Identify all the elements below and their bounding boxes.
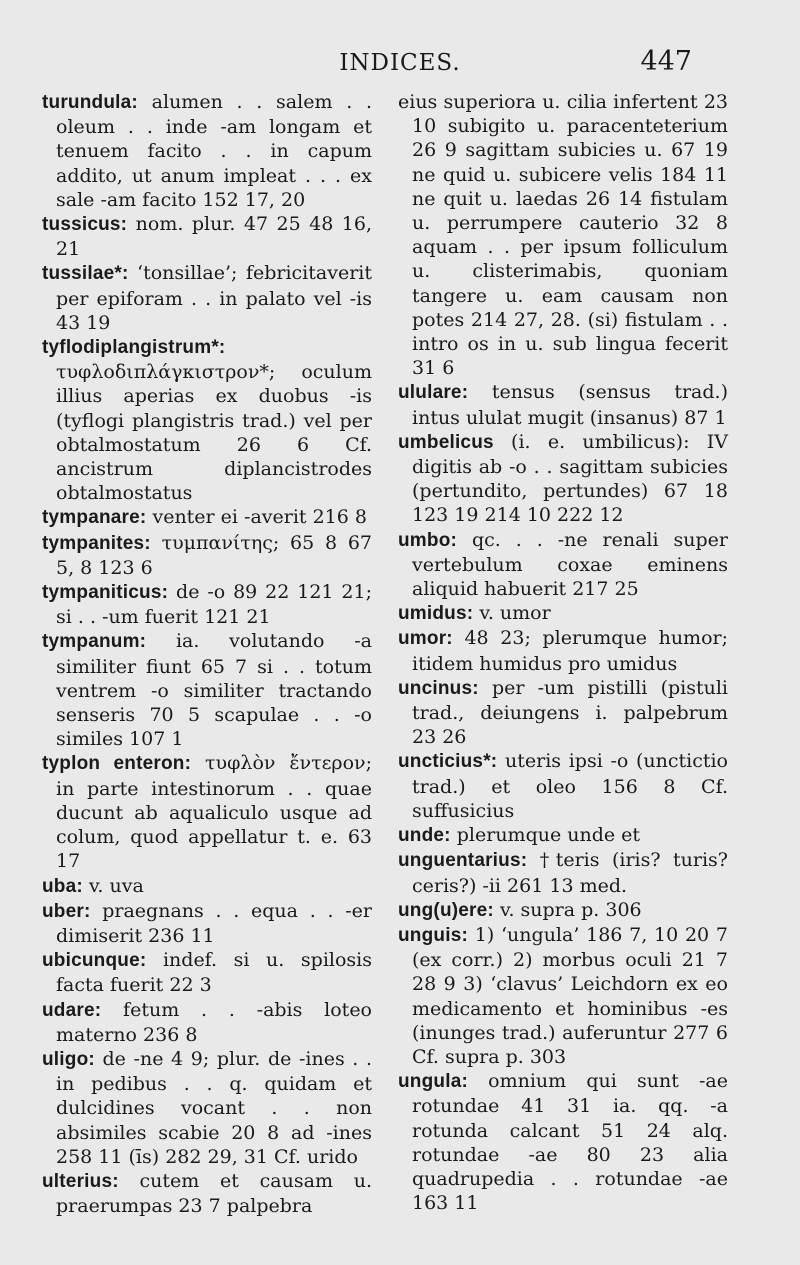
index-entry bbox=[398, 380, 728, 429]
entry-headword: umor: bbox=[398, 628, 453, 650]
entry-text: v. umor bbox=[473, 602, 551, 625]
entry-headword: tympanare: bbox=[42, 507, 147, 529]
index-entry bbox=[42, 948, 372, 997]
index-entry bbox=[42, 751, 372, 873]
entry-headword: unguentarius: bbox=[398, 850, 528, 872]
index-entry bbox=[42, 90, 372, 212]
entry-headword: unde: bbox=[398, 825, 451, 847]
index-entry bbox=[42, 580, 372, 629]
index-entry bbox=[398, 898, 728, 923]
entry-text: τυφλοδιπλάγκιστρον*; oculum illius aperias ex duobus -is (tyflogi plangistris trad.) vel per obtalmostatum 26 6 Cf. ancistrum diplancistrodes obtalmostatus bbox=[56, 361, 372, 505]
entry-headword: ulterius: bbox=[42, 1170, 119, 1192]
entry-text: ia. volutando -a similiter fiunt 65 7 si . . totum ventrem -o similiter tractando senseris 70 5 scapulae . . -o similes 107 1 bbox=[56, 630, 372, 751]
index-entry bbox=[42, 531, 372, 580]
entry-text: qc. . . -ne renali super vertebulum coxae eminens aliquid habuerit 217 25 bbox=[412, 528, 728, 601]
entry-headword: tyflodiplangistrum*: bbox=[42, 337, 226, 359]
entry-text: 1) ‘ungula’ 186 7, 10 20 7 (ex corr.) 2) morbus oculi 21 7 28 9 3) ‘clavus’ Leichdorn ex eo medicamento et hominibus -es (inunges trad.) auferuntur 277 6 Cf. supra p. 303 bbox=[412, 923, 728, 1068]
index-entry bbox=[398, 528, 728, 602]
entry-text: 48 23; plerumque humor; itidem humidus pro umidus bbox=[412, 627, 728, 675]
page-number: 447 bbox=[640, 46, 692, 77]
entry-headword: ululare: bbox=[398, 382, 469, 404]
entry-headword: uncinus: bbox=[398, 677, 479, 699]
entry-text: nom. plur. 47 25 48 16, 21 bbox=[56, 213, 372, 261]
index-entry bbox=[398, 749, 728, 823]
entry-text: venter ei -averit 216 8 bbox=[146, 506, 367, 529]
index-entry bbox=[398, 626, 728, 675]
entry-headword: umbelicus bbox=[398, 431, 494, 453]
entry-text: ‘tonsillae’; febricitaverit per epiforam . . in palato vel -is 43 19 bbox=[56, 262, 372, 334]
entry-headword: uba: bbox=[42, 875, 83, 897]
entry-text: eius superiora u. cilia infertent 23 10 subigito u. paracenteterium 26 9 sagittam subicies u. 67 19 ne quid u. subicere velis 184 11 ne quit u. laedas 26 14 fistulam u. perrumpere cauterio 32 8 aquam . . per ipsum folliculum u. clisterimabis, quoniam tangere u. eam causam non potes 214 27, 28. (si) fistulam . . intro os in u. sub lingua fecerit 31 6 bbox=[398, 91, 728, 380]
index-entry bbox=[42, 874, 372, 899]
entry-headword: ubicunque: bbox=[42, 950, 147, 972]
entry-text: de -o 89 22 121 21; si . . -um fuerit 121 21 bbox=[56, 581, 372, 629]
entry-text: (i. e. umbilicus): IV digitis ab -o . . sagittam subicies (pertundito, pertundes) 67 18 123 19 214 10 222 12 bbox=[412, 430, 728, 527]
index-entry bbox=[42, 899, 372, 948]
entry-text: praegnans . . equa . . -er dimiserit 236 11 bbox=[56, 899, 372, 947]
index-entry bbox=[398, 848, 728, 897]
entry-headword: tussicus: bbox=[42, 214, 128, 236]
index-entry bbox=[398, 90, 728, 380]
entry-headword: umidus: bbox=[398, 603, 474, 625]
entry-headword: uber: bbox=[42, 900, 91, 922]
entry-text: uteris ipsi -o (unctictio trad.) et oleo 156 8 Cf. suffusicius bbox=[412, 750, 728, 822]
running-title: INDICES. bbox=[339, 50, 461, 76]
entry-headword: ungula: bbox=[398, 1071, 468, 1093]
index-entry bbox=[42, 212, 372, 261]
entry-headword: turundula: bbox=[42, 92, 138, 113]
index-entry bbox=[42, 335, 372, 505]
right-column bbox=[398, 90, 728, 1215]
entry-text: cutem et causam u. praerumpas 23 7 palpebra bbox=[56, 1169, 372, 1218]
entry-text: de -ne 4 9; plur. de -ines . . in pedibus . . q. quidam et dulcidines vocant . . non absimiles scabie 20 8 ad -ines 258 11 (īs) 282 29, 31 Cf. urido bbox=[56, 1047, 372, 1168]
entry-headword: uncticius*: bbox=[398, 751, 498, 773]
entry-text: per -um pistilli (pistuli trad., deiungens i. palpebrum 23 26 bbox=[412, 676, 728, 749]
entry-text: v. uva bbox=[82, 874, 144, 897]
entry-text: †teris (iris? turis? ceris?) -ii 261 13 med. bbox=[412, 849, 728, 897]
page-header bbox=[0, 46, 800, 86]
index-entry bbox=[42, 1047, 372, 1169]
entry-text: indef. si u. spilosis facta fuerit 22 3 bbox=[56, 949, 372, 997]
entry-headword: typlon enteron: bbox=[42, 753, 192, 775]
index-entry bbox=[398, 1069, 728, 1215]
index-entry bbox=[398, 430, 728, 528]
index-entry bbox=[42, 505, 372, 530]
left-column bbox=[42, 90, 372, 1218]
entry-headword: unguis: bbox=[398, 924, 468, 946]
index-entry bbox=[42, 998, 372, 1047]
entry-text: τυμπανίτης; 65 8 67 5, 8 123 6 bbox=[56, 531, 372, 579]
entry-headword: tussilae*: bbox=[42, 263, 129, 285]
entry-headword: tympanites: bbox=[42, 532, 151, 554]
entry-text: plerumque unde et bbox=[450, 824, 641, 847]
entry-text: alumen . . salem . . oleum . . inde -am longam et tenuem facito . . in capum addito, ut anum impleat . . . ex sale -am facito 152 17, 20 bbox=[56, 91, 372, 211]
index-entry bbox=[42, 629, 372, 751]
entry-text: tensus (sensus trad.) intus ululat mugit (insanus) 87 1 bbox=[412, 381, 728, 429]
entry-text: fetum . . -abis loteo materno 236 8 bbox=[56, 998, 372, 1046]
entry-headword: uligo: bbox=[42, 1048, 95, 1070]
entry-headword: tympaniticus: bbox=[42, 582, 169, 604]
entry-headword: udare: bbox=[42, 999, 102, 1021]
index-entry bbox=[398, 823, 728, 848]
index-entry bbox=[398, 676, 728, 750]
index-entry bbox=[42, 261, 372, 335]
entry-headword: umbo: bbox=[398, 529, 458, 551]
entry-text: omnium qui sunt -ae rotundae 41 31 ia. qq. -a rotunda calcant 51 24 alq. rotundae -ae 80 23 alia quadrupedia . . rotundae -ae 163 11 bbox=[412, 1070, 728, 1215]
entry-headword: tympanum: bbox=[42, 631, 147, 653]
index-entry bbox=[42, 1169, 372, 1218]
index-entry bbox=[398, 601, 728, 626]
index-entry bbox=[398, 923, 728, 1069]
entry-headword: ung(u)ere: bbox=[398, 899, 494, 921]
entry-text: τυφλὸν ἔντερον; in parte intestinorum . . quae ducunt ab aqualiculo usque ad colum, quod appellatur t. e. 63 17 bbox=[56, 752, 372, 873]
entry-text: v. supra p. 306 bbox=[493, 898, 642, 921]
